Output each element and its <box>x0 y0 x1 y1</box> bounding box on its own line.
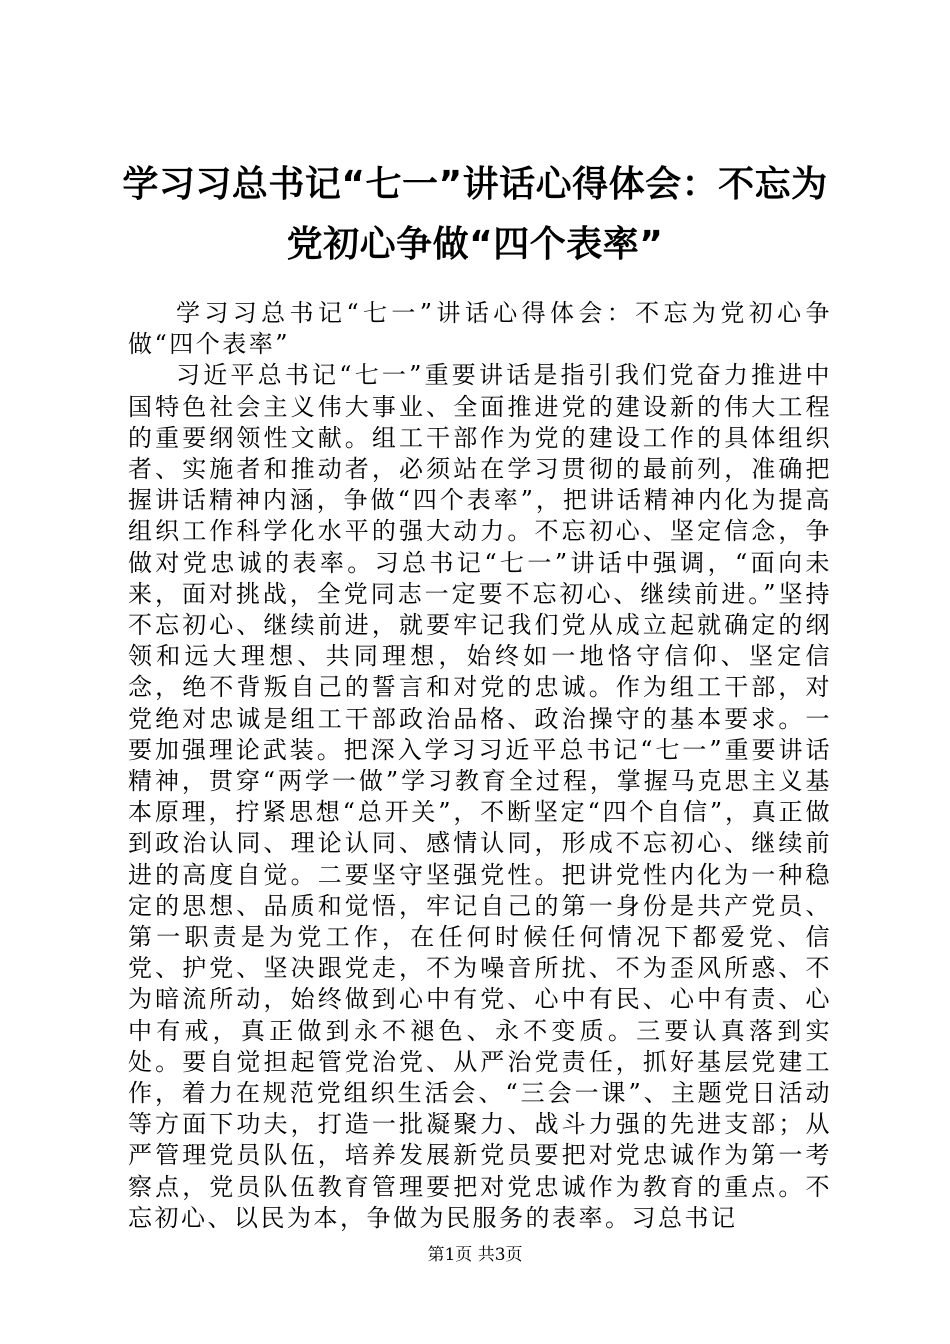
page-footer: 第1页 共3页 <box>427 1245 523 1265</box>
paragraph-main: 习近平总书记“七一”重要讲话是指引我们党奋力推进中国特色社会主义伟大事业、全面推进党的建设新的伟大工程的重要纲领性文献。组工干部作为党的建设工作的具体组织者、实施者和推动者，必须站在学习贯彻的最前列，准确把握讲话精神内涵，争做“四个表率”，把讲话精神内化为提高组织工作科学化水平的强大动力。不忘初心、坚定信念，争做对党忠诚的表率。习总书记“七一”讲话中强调，“面向未来，面对挑战，全党同志一定要不忘初心、继续前进。”坚持不忘初心、继续前进，就要牢记我们党从成立起就确定的纲领和远大理想、共同理想，始终如一地恪守信仰、坚定信念，绝不背叛自己的誓言和对党的忠诚。作为组工干部，对党绝对忠诚是组工干部政治品格、政治操守的基本要求。一要加强理论武装。把深入学习习近平总书记“七一”重要讲话精神，贯穿“两学一做”学习教育全过程，掌握马克思主义基本原理，拧紧思想“总开关”，不断坚定“四个自信”，真正做到政治认同、理论认同、感情认同，形成不忘初心、继续前进的高度自觉。二要坚守坚强党性。把讲党性内化为一种稳定的思想、品质和觉悟，牢记自己的第一身份是共产党员、第一职责是为党工作，在任何时候任何情况下都爱党、信党、护党、坚决跟党走，不为噪音所扰、不为歪风所惑、不为暗流所动，始终做到心中有党、心中有民、心中有责、心中有戒，真正做到永不褪色、永不变质。三要认真落到实处。要自觉担起管党治党、从严治党责任，抓好基层党建工作，着力在规范党组织生活会、“三会一课”、主题党日活动等方面下功夫，打造一批凝聚力、战斗力强的先进支部；从严管理党员队伍，培养发展新党员要把对党忠诚作为第一考察点，党员队伍教育管理要把对党忠诚作为教育的重点。不忘初心、以民为本，争做为民服务的表率。习总书记 <box>128 361 832 1232</box>
document-body <box>128 298 832 1234</box>
paragraph-subtitle: 学习习总书记“七一”讲话心得体会：不忘为党初心争做“四个表率” <box>128 299 832 359</box>
title-line-1: 学习习总书记“七一”讲话心得体会：不忘为 <box>122 164 828 205</box>
document-title <box>100 155 850 275</box>
title-line-2: 党初心争做“四个表率” <box>286 224 664 265</box>
